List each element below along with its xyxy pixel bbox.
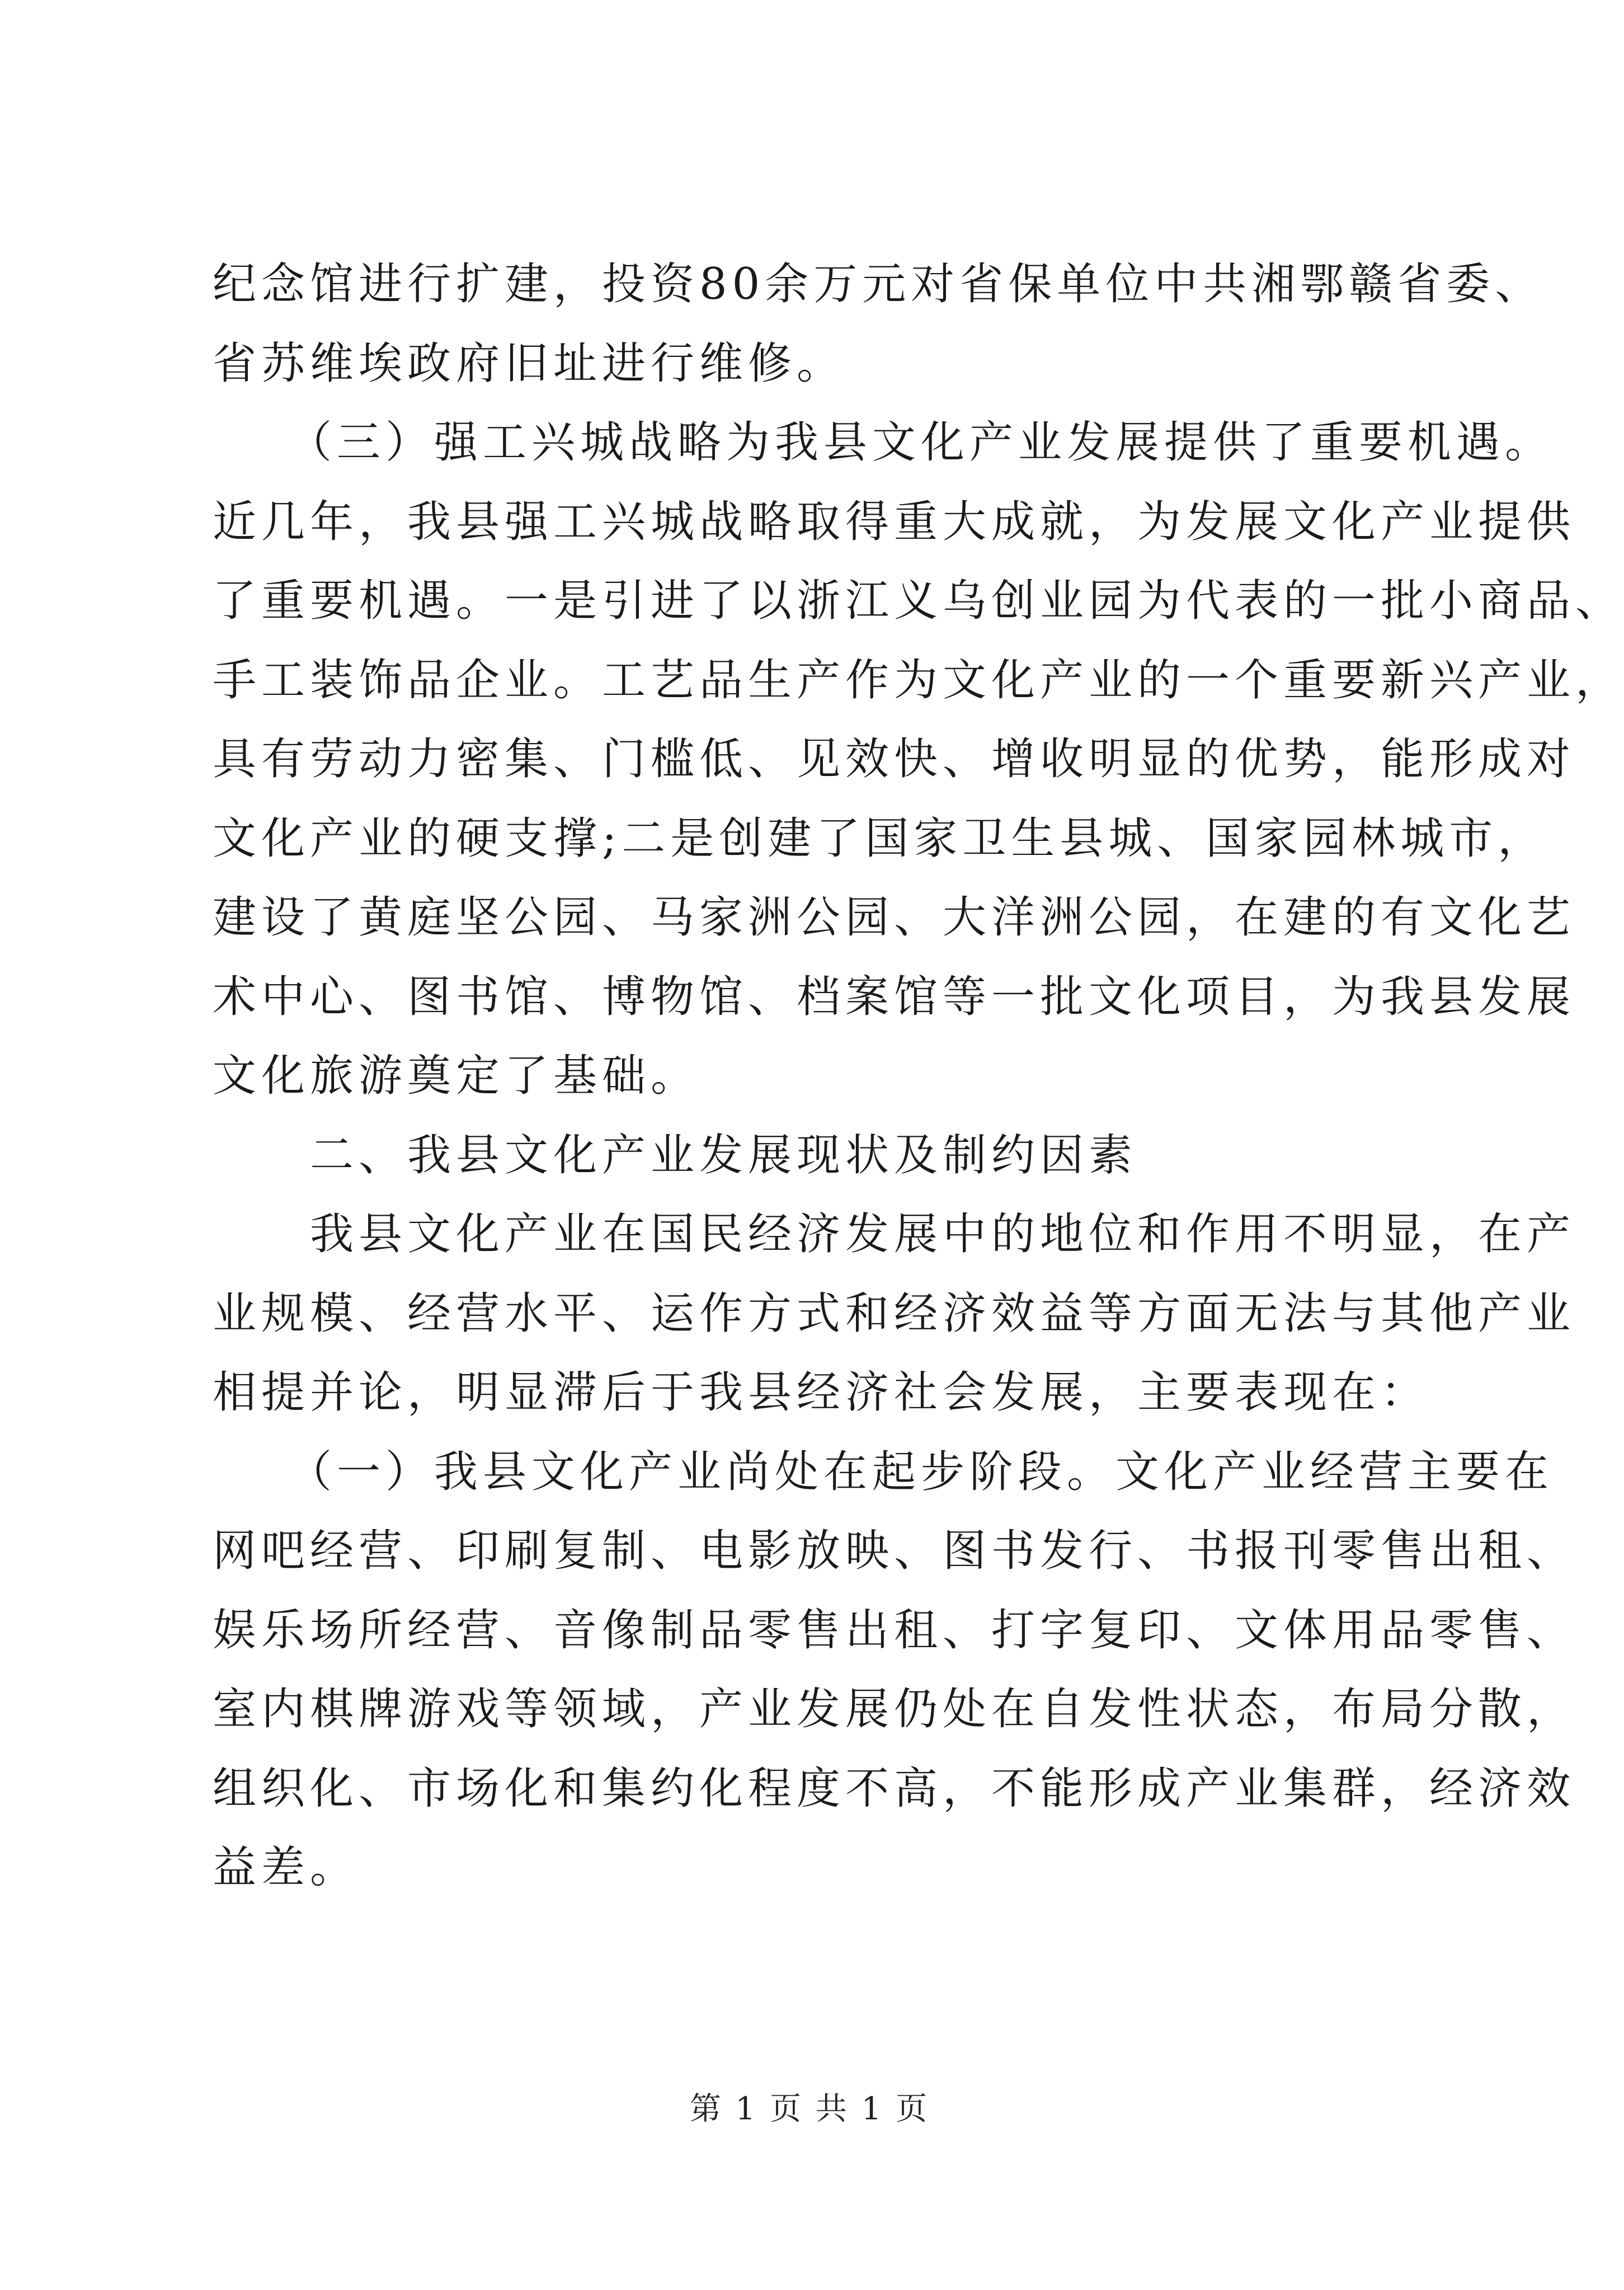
text-line: 具有劳动力密集、门槛低、见效快、增收明显的优势，能形成对 xyxy=(213,734,1576,784)
text-line: 文化旅游奠定了基础。 xyxy=(213,1051,700,1101)
text-line: 术中心、图书馆、博物馆、档案馆等一批文化项目，为我县发展 xyxy=(213,971,1576,1022)
text-line: 业规模、经营水平、运作方式和经济效益等方面无法与其他产业 xyxy=(213,1288,1576,1339)
text-line: 文化产业的硬支撑;二是创建了国家卫生县城、国家园林城市， xyxy=(213,813,1547,864)
text-line: 手工装饰品企业。工艺品生产作为文化产业的一个重要新兴产业， xyxy=(213,655,1624,706)
page-footer: 第 1 页 共 1 页 xyxy=(689,2091,930,2127)
text-line: 纪念馆进行扩建，投资80余万元对省保单位中共湘鄂赣省委、 xyxy=(213,259,1544,309)
text-line: 网吧经营、印刷复制、电影放映、图书发行、书报刊零售出租、 xyxy=(213,1526,1576,1576)
text-line: 娱乐场所经营、音像制品零售出租、打字复印、文体用品零售、 xyxy=(213,1605,1576,1656)
text-line: 我县文化产业在国民经济发展中的地位和作用不明显，在产 xyxy=(213,1209,1576,1259)
text-line: （一）我县文化产业尚处在起步阶段。文化产业经营主要在 xyxy=(213,1446,1554,1497)
text-line: （三）强工兴城战略为我县文化产业发展提供了重要机遇。 xyxy=(213,417,1554,468)
text-line: 益差。 xyxy=(213,1842,359,1893)
text-line: 了重要机遇。一是引进了以浙江义乌创业园为代表的一批小商品、 xyxy=(213,576,1624,626)
text-line: 室内棋牌游戏等领域，产业发展仍处在自发性状态，布局分散， xyxy=(213,1684,1576,1734)
text-line: 相提并论，明显滞后于我县经济社会发展，主要表现在： xyxy=(213,1367,1430,1418)
text-line: 省苏维埃政府旧址进行维修。 xyxy=(213,338,846,389)
text-line: 建设了黄庭坚公园、马家洲公园、大洋洲公园，在建的有文化艺 xyxy=(213,892,1576,943)
text-line: 组织化、市场化和集约化程度不高，不能形成产业集群，经济效 xyxy=(213,1763,1576,1814)
section-heading: 二、我县文化产业发展现状及制约因素 xyxy=(213,1130,1138,1181)
text-line: 近几年，我县强工兴城战略取得重大成就，为发展文化产业提供 xyxy=(213,496,1576,547)
body-text xyxy=(213,245,1624,1908)
